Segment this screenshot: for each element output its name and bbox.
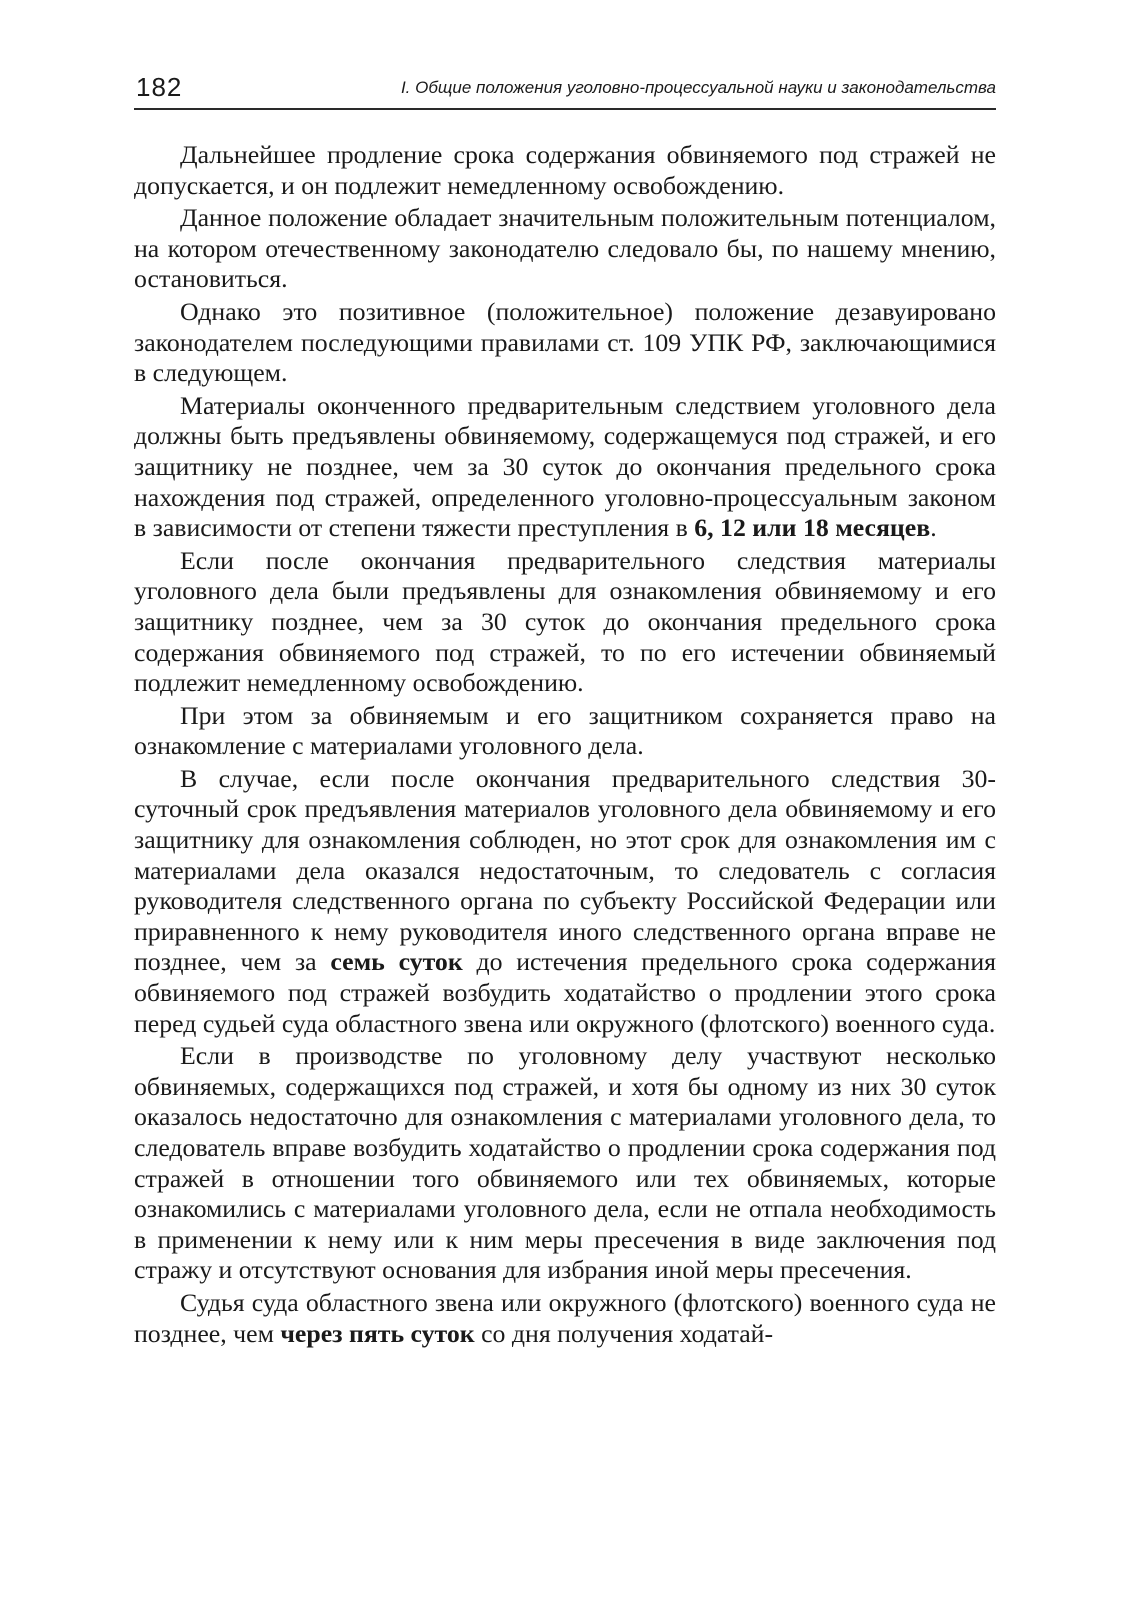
paragraph-text: Материалы оконченного предварительным следствием уголовного дела должны быть предъявлены обвиняемому, содержащемуся под стражей, и его защитнику не позднее, чем за 30 суток до окончания предельного срока нахождения под стражей, определенного уголовно-процессуальным законом в зависимости от степени тяжести преступления в [134,390,996,543]
emphasis-seven-days: семь суток [330,947,463,977]
paragraph-text: Если после окончания предварительного следствия материалы уголовного дела были предъявлены для ознакомления обвиняемому и его защитнику позднее, чем за 30 суток до окончания предельного срока содержания обвиняемого под стражей, то по его истечении обвиняемый подлежит немедленному освобождению. [134,545,996,698]
paragraph-text: Данное положение обладает значительным положительным потенциалом, на котором отечественному законодателю следовало бы, по нашему мнению, остановиться. [134,203,996,294]
emphasis-term-periods: 6, 12 или 18 месяцев [694,513,931,543]
paragraph-text: Если в производстве по уголовному делу участвуют несколько обвиняемых, содержащихся под стражей, и хотя бы одному из них 30 суток оказалось недостаточно для ознакомления с материалами уголовного дела, то следователь вправе возбудить ходатайство о продлении срока содержания под стражей в отношении того обвиняемого или тех обвиняемых, которые ознакомились с материалами уголовного дела, если не отпала необходимость в применении к нему или к ним меры пресечения в виде заключения под стражу и отсутствуют основания для избрания иной меры пресечения. [134,1041,996,1285]
paragraph [134,1288,996,1349]
paragraph-text: В случае, если после окончания предварительного следствия 30-суточный срок предъявления материалов уголовного дела обвиняемому и его защитнику для ознакомления соблюден, но этот срок для ознакомления им с материалами дела оказался недостаточным, то следователь с согласия руководителя следственного органа по субъекту Российской Федерации или приравненного к нему руководителя иного следственного органа вправе не позднее, чем за [134,763,996,977]
running-title: I. Общие положения уголовно-процессуальной науки и законодательства [400,78,996,97]
page-number: 182 [136,72,183,102]
paragraph-text: Дальнейшее продление срока содержания обвиняемого под стражей не допускается, и он подлежит немедленному освобождению. [134,140,996,200]
paragraph [134,140,996,201]
book-page [134,62,996,1351]
paragraph-text: Однако это позитивное (положительное) положение дезавуировано законодателем последующими правилами ст. 109 УПК РФ, заключающимися в следующем. [134,296,996,388]
paragraph [134,297,996,389]
running-head [134,62,996,110]
paragraph [134,764,996,1039]
paragraph [134,1041,996,1286]
paragraph-text: При этом за обвиняемым и его защитником сохраняется право на ознакомление с материалами уголовного дела. [134,700,996,761]
emphasis-five-days: через пять суток [280,1318,475,1348]
paragraph [134,701,996,762]
paragraph-text: Судья суда областного звена или окружного (флотского) военного суда не позднее, чем [134,1287,996,1348]
paragraph [134,391,996,544]
paragraph-text-tail: до истечения предельного срока содержания обвиняемого под стражей возбудить ходатайство о продлении этого срока перед судьей суда областного звена или окружного (флотского) военного суда. [134,947,996,1038]
paragraph-text-tail: со дня получения ходатай- [474,1318,774,1348]
paragraph-text-tail: . [930,513,937,543]
body-text [134,140,996,1349]
paragraph [134,203,996,295]
paragraph [134,546,996,699]
